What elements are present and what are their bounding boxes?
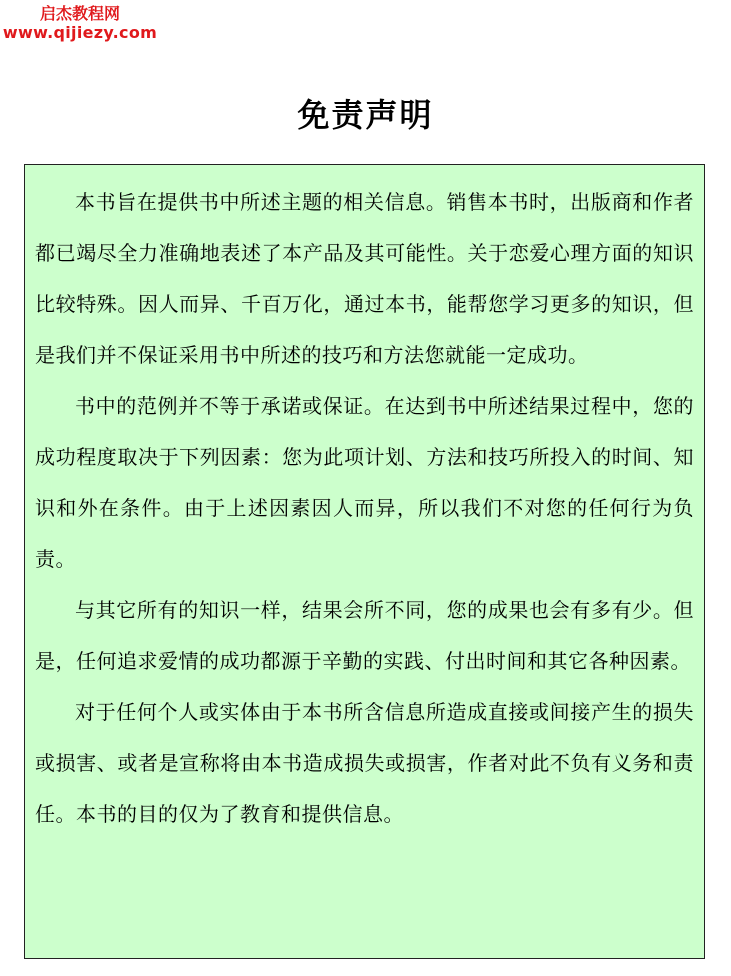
disclaimer-paragraph-3: 与其它所有的知识一样，结果会所不同，您的成果也会有多有少。但是，任何追求爱情的成功都源于辛勤的实践、付出时间和其它各种因素。 xyxy=(35,598,694,673)
site-watermark xyxy=(0,4,160,42)
page-title: 免责声明 xyxy=(297,96,434,134)
disclaimer-paragraph-2: 书中的范例并不等于承诺或保证。在达到书中所述结果过程中，您的成功程度取决于下列因素：您为此项计划、方法和技巧所投入的时间、知识和外在条件。由于上述因素因人而异，所以我们不对您的任何行为负责。 xyxy=(35,394,694,571)
disclaimer-paragraph-4: 对于任何个人或实体由于本书所含信息所造成直接或间接产生的损失或损害、或者是宣称将由本书造成损失或损害，作者对此不负有义务和责任。本书的目的仅为了教育和提供信息。 xyxy=(35,700,694,826)
disclaimer-box xyxy=(24,164,705,959)
watermark-site-url: www.qijiezy.com xyxy=(2,23,158,43)
disclaimer-paragraph-1: 本书旨在提供书中所述主题的相关信息。销售本书时，出版商和作者都已竭尽全力准确地表述了本产品及其可能性。关于恋爱心理方面的知识比较特殊。因人而异、千百万化，通过本书，能帮您学习更多的知识，但是我们并不保证采用书中所述的技巧和方法您就能一定成功。 xyxy=(35,190,694,367)
watermark-site-name: 启杰教程网 xyxy=(39,4,120,23)
